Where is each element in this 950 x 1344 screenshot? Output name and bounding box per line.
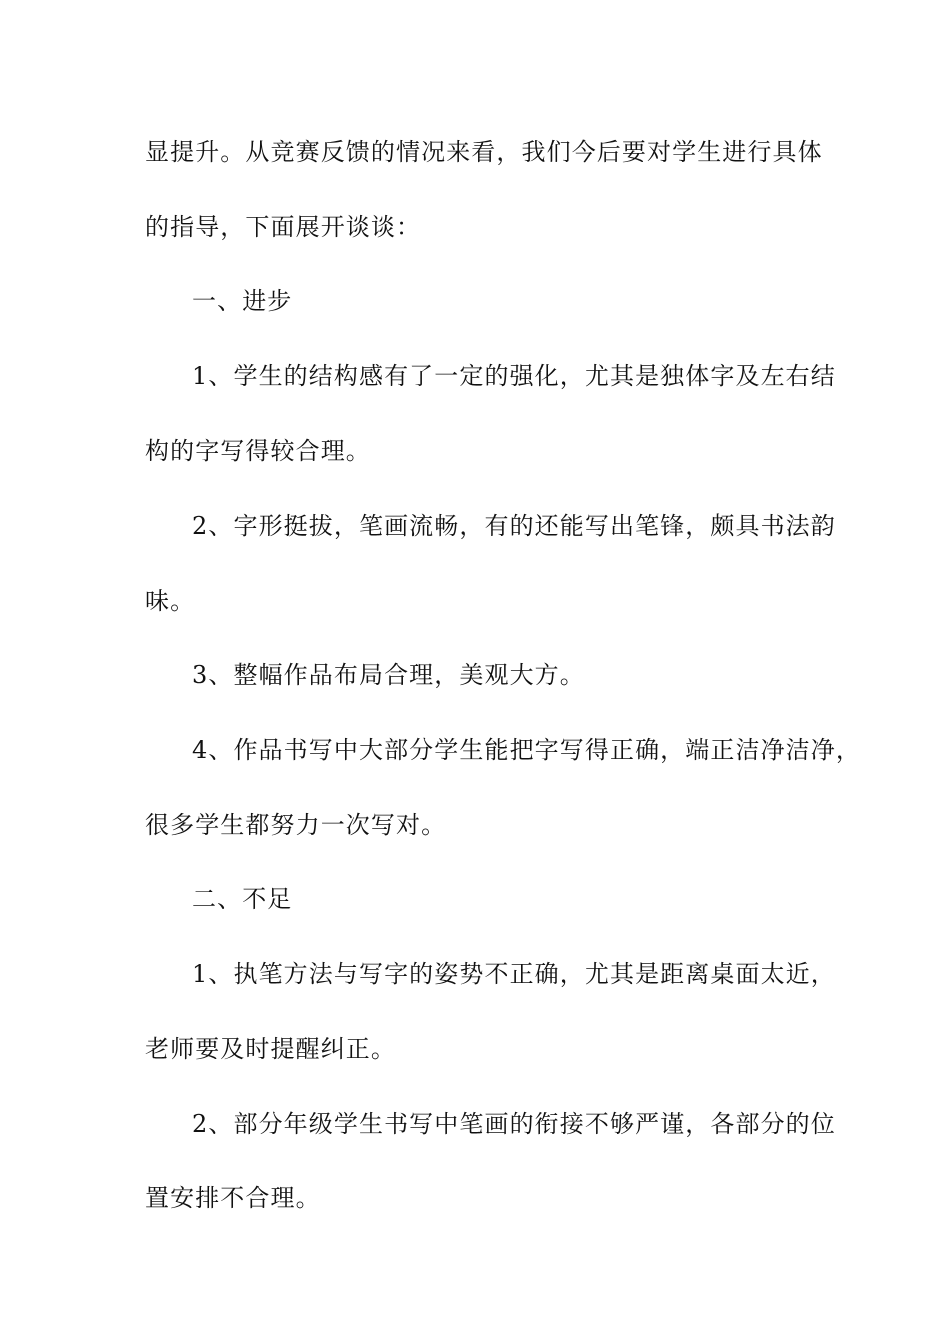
list-item-line: 味。 bbox=[145, 587, 196, 615]
list-item-line: 很多学生都努力一次写对。 bbox=[145, 811, 447, 839]
list-item-line: 2、部分年级学生书写中笔画的衔接不够严谨，各部分的位 bbox=[192, 1110, 836, 1138]
paragraph-line: 显提升。从竞赛反馈的情况来看，我们今后要对学生进行具体 bbox=[145, 138, 823, 166]
section-heading-shortcomings: 二、不足 bbox=[192, 885, 293, 913]
list-item-line: 1、执笔方法与写字的姿势不正确，尤其是距离桌面太近， bbox=[192, 960, 836, 988]
list-item-line: 1、学生的结构感有了一定的强化，尤其是独体字及左右结 bbox=[192, 362, 836, 390]
list-item-line: 3、整幅作品布局合理，美观大方。 bbox=[192, 661, 585, 689]
paragraph-line: 的指导，下面展开谈谈： bbox=[145, 213, 422, 241]
list-item-line: 2、字形挺拔，笔画流畅，有的还能写出笔锋，颇具书法韵 bbox=[192, 512, 836, 540]
list-item-line: 4、作品书写中大部分学生能把字写得正确，端正洁净洁净， bbox=[192, 736, 861, 764]
list-item-line: 构的字写得较合理。 bbox=[145, 437, 371, 465]
list-item-line: 置安排不合理。 bbox=[145, 1184, 321, 1212]
section-heading-progress: 一、进步 bbox=[192, 287, 293, 315]
list-item-line: 老师要及时提醒纠正。 bbox=[145, 1035, 396, 1063]
